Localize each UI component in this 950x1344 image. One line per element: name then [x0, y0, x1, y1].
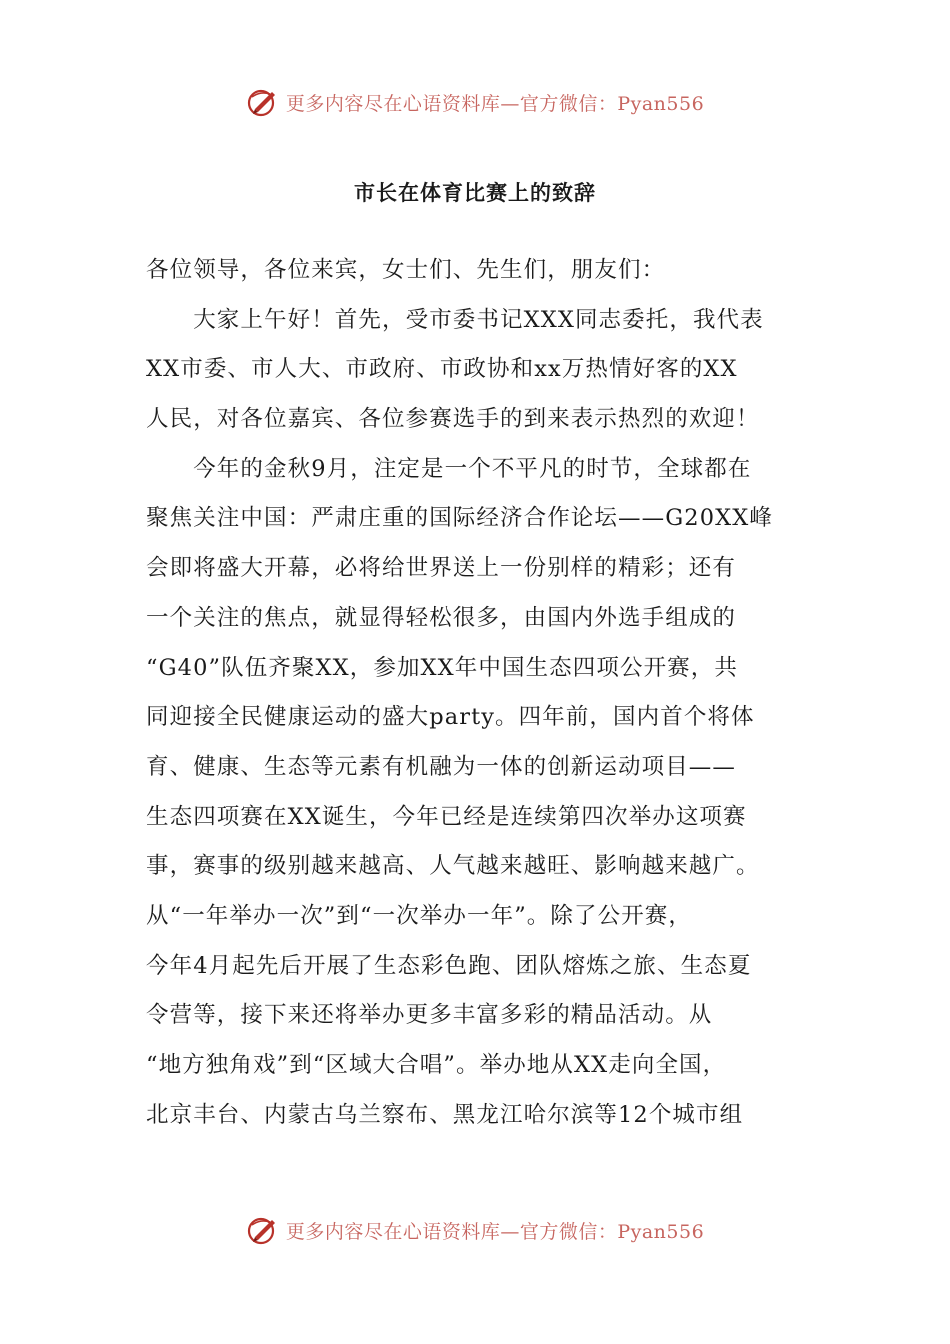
body-line: 会即将盛大开幕，必将给世界送上一份别样的精彩；还有 — [146, 555, 737, 582]
body-line: 今年4月起先后开展了生态彩色跑、团队熔炼之旅、生态夏 — [146, 952, 752, 979]
body-line: 人民，对各位嘉宾、各位参赛选手的到来表示热烈的欢迎！ — [146, 406, 760, 433]
body-line: 聚焦关注中国：严肃庄重的国际经济合作论坛——G20XX峰 — [146, 505, 773, 532]
body-line: 一个关注的焦点，就显得轻松很多，由国内外选手组成的 — [146, 604, 737, 631]
body-line: “地方独角戏”到“区域大合唱”。举办地从XX走向全国， — [146, 1052, 727, 1078]
body-line: 各位领导，各位来宾，女士们、先生们，朋友们： — [146, 257, 666, 283]
body-line: 同迎接全民健康运动的盛大party。四年前，国内首个将体 — [146, 704, 755, 731]
pen-circle-logo-icon — [246, 1213, 280, 1247]
footer-banner-text: 更多内容尽在心语资料库—官方微信：Pyan556 — [285, 1220, 705, 1243]
body-line: 生态四项赛在XX诞生，今年已经是连续第四次举办这项赛 — [146, 803, 747, 830]
pen-circle-logo-icon — [246, 85, 280, 119]
body-line: 事，赛事的级别越来越高、人气越来越旺、影响越来越广。 — [146, 853, 760, 880]
body-line: 令营等，接下来还将举办更多丰富多彩的精品活动。从 — [146, 1002, 713, 1029]
document-body — [146, 246, 816, 1140]
body-line: 大家上午好！首先，受市委书记XXX同志委托，我代表 — [146, 306, 764, 333]
body-line: 今年的金秋9月，注定是一个不平凡的时节，全球都在 — [146, 455, 752, 482]
header-banner — [0, 80, 950, 124]
header-banner-text: 更多内容尽在心语资料库—官方微信：Pyan556 — [285, 92, 705, 115]
body-line: 从“一年举办一次”到“一次举办一年”。除了公开赛， — [146, 902, 693, 929]
body-line: “G40”队伍齐聚XX，参加XX年中国生态四项公开赛，共 — [146, 654, 738, 681]
body-line: 北京丰台、内蒙古乌兰察布、黑龙江哈尔滨等12个城市组 — [146, 1101, 744, 1128]
document-title: 市长在体育比赛上的致辞 — [354, 180, 596, 205]
footer-banner — [0, 1208, 950, 1252]
body-line: 育、健康、生态等元素有机融为一体的创新运动项目—— — [146, 753, 737, 780]
body-line: XX市委、市人大、市政府、市政协和xx万热情好客的XX — [146, 356, 738, 383]
